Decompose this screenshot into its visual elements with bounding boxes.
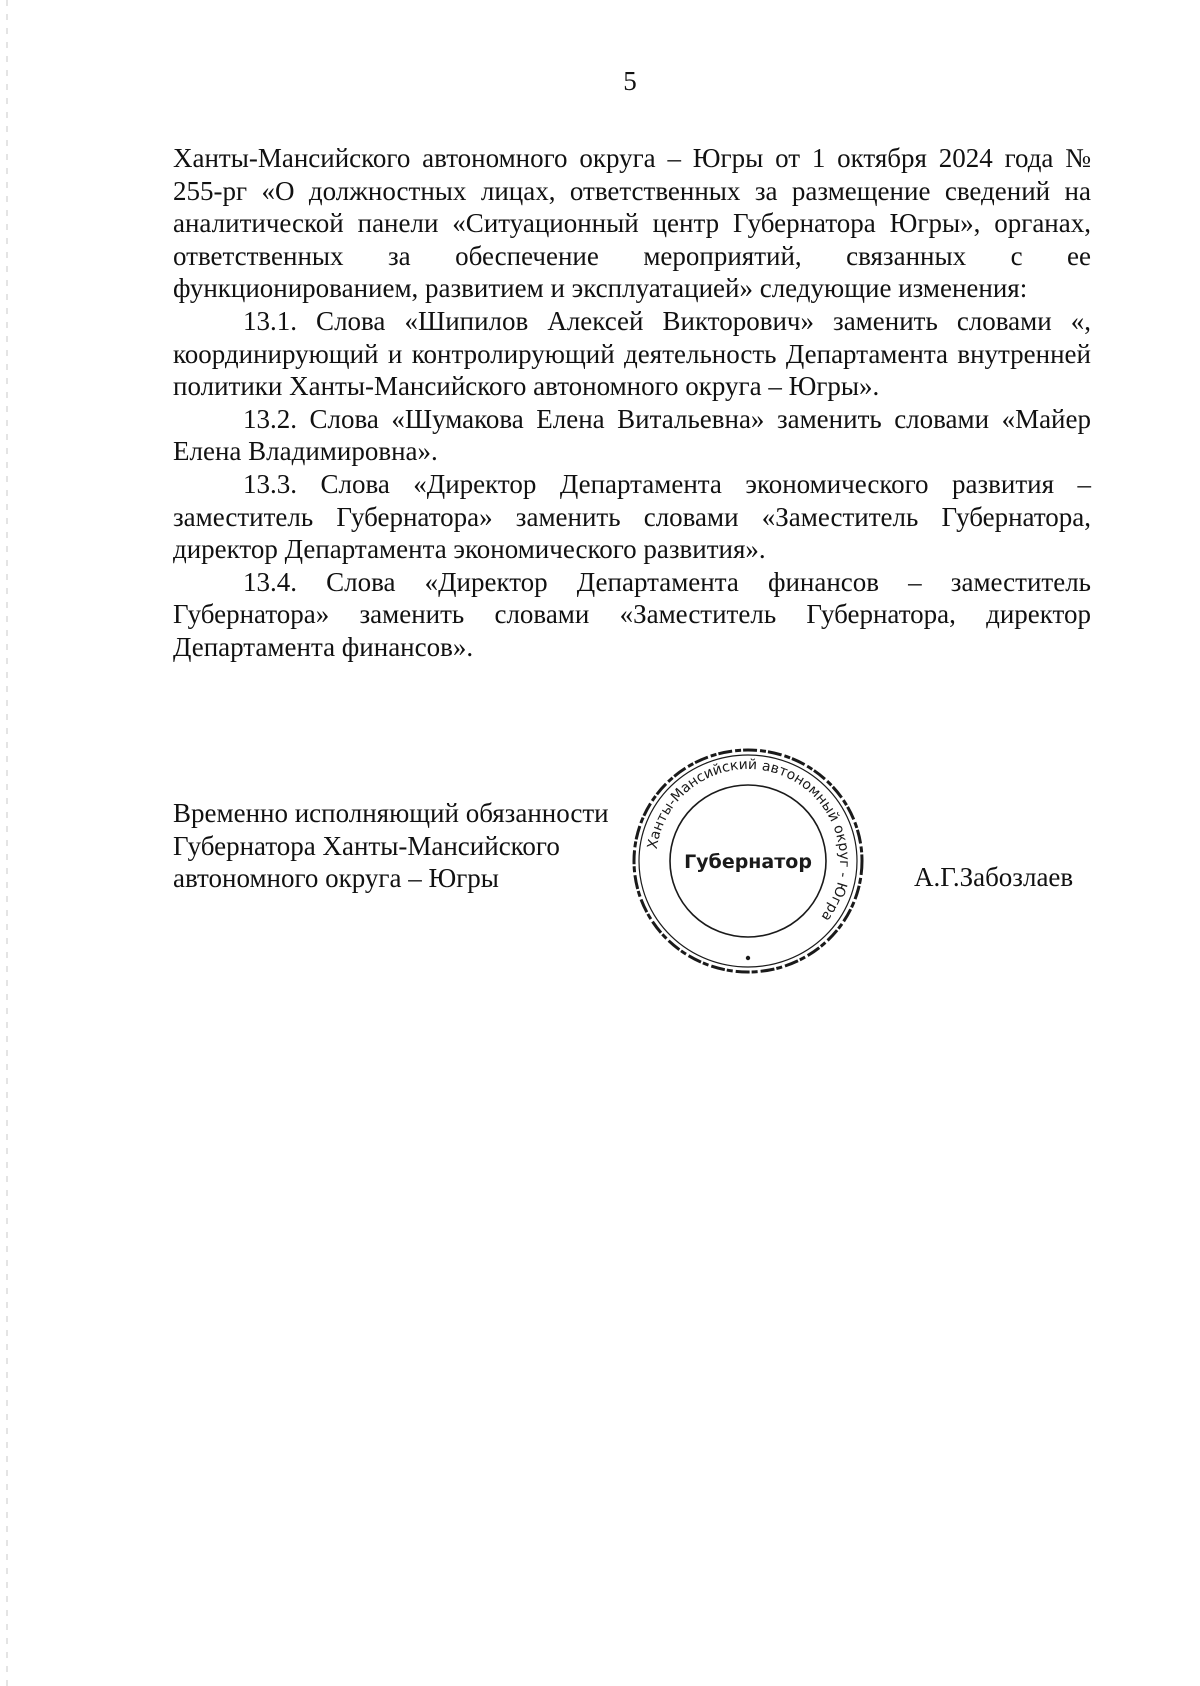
signatory-position-line: Губернатора Ханты-Мансийского xyxy=(173,830,560,861)
intro-paragraph: Ханты-Мансийского автономного округа – Югры от 1 октября 2024 года № 255-рг «О должностных лицах, ответственных за размещение сведений на аналитической панели «Ситуационный центр Губернатора Югры», органах, ответственных за обеспечение мероприятий, связанных с ее функционированием, развитием и эксплуатацией» следующие изменения: xyxy=(173,143,1091,304)
item-13-2: 13.2. Слова «Шумакова Елена Витальевна» заменить словами «Майер Елена Владимировна». xyxy=(173,403,1091,467)
seal-center-text: Губернатор xyxy=(684,851,812,873)
signatory-position-line: автономного округа – Югры xyxy=(173,863,499,894)
item-13-3: 13.3. Слова «Директор Департамента экономического развития – заместитель Губернатора» заменить словами «Заместитель Губернатора, директор Департамента экономического развития». xyxy=(173,468,1091,565)
scan-edge-artifact xyxy=(6,0,8,1686)
page-number: 5 xyxy=(623,66,637,96)
signer-name: А.Г.Забозлаев xyxy=(914,862,1074,892)
signatory-position xyxy=(173,797,609,895)
signatory-position-line: Временно исполняющий обязанности xyxy=(173,798,609,828)
document-body xyxy=(173,142,1091,664)
item-13-4: 13.4. Слова «Директор Департамента финансов – заместитель Губернатора» заменить словами «Заместитель Губернатора, директор Департамента финансов». xyxy=(173,566,1091,662)
seal-ring-text: Ханты-Мансийский автономный округ - Югра xyxy=(644,756,853,925)
governor-seal xyxy=(628,744,868,978)
item-13-1: 13.1. Слова «Шипилов Алексей Викторович» заменить словами «, координирующий и контролирующий деятельность Департамента внутренней политики Ханты-Мансийского автономного округа – Югры». xyxy=(173,305,1091,402)
